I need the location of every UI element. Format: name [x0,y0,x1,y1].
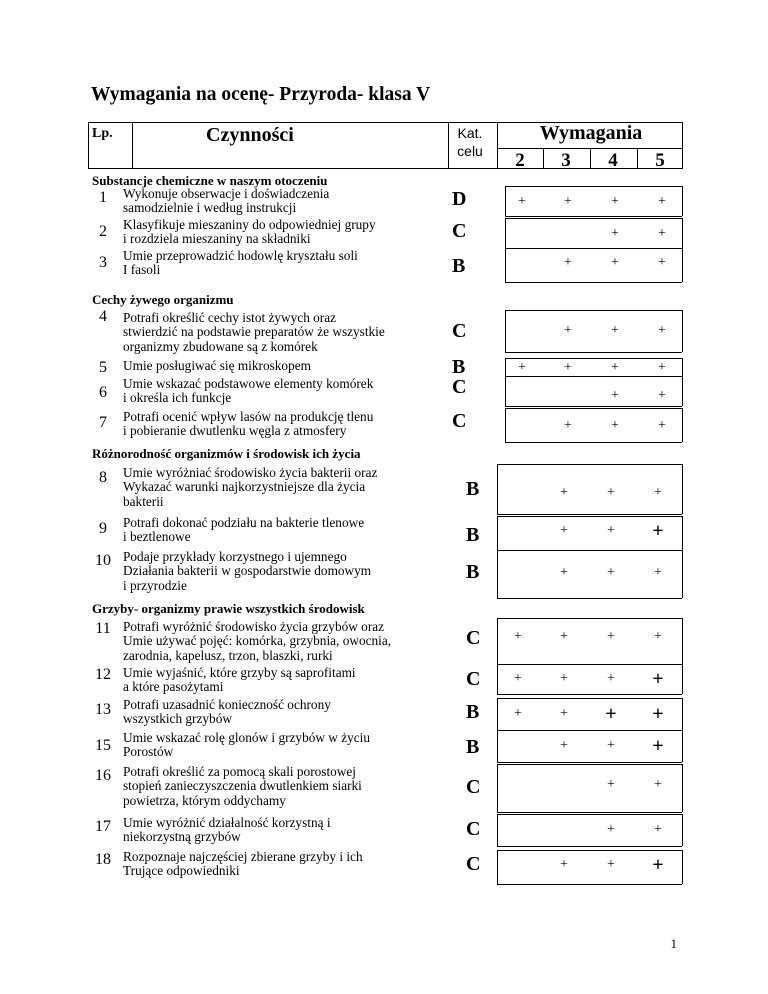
header-grade-divider [590,148,591,168]
grade-4-mark: + [607,857,615,872]
grade-4-mark: + [611,323,619,338]
row-number-5: 5 [99,359,107,376]
marks-cell-left [497,850,498,884]
row-description-line: organizmy zbudowane są z komórek [123,338,318,354]
marks-cell-right [682,376,683,406]
row-description-line: Umie używać pojęć: komórka, grzybnia, owocnia, [123,633,392,649]
marks-cell-right [682,310,683,352]
grade-5-mark: + [658,388,666,403]
grade-4-mark: + [607,565,615,580]
row-number-9: 9 [99,520,107,537]
grade-3-mark: + [560,857,568,872]
row-number-7: 7 [99,414,107,431]
grade-5-mark: + [658,255,666,270]
grade-3-mark: + [560,523,568,538]
row-number-3: 3 [99,254,107,271]
marks-cell-bottom [505,406,682,407]
header-grade-divider [543,148,544,168]
row-description-line: i rozdziela mieszaniny na składniki [123,231,311,247]
page-number: 1 [670,936,677,951]
grade-2-mark: + [514,671,522,686]
row-number-2: 2 [99,223,107,240]
row-description-line: Umie wyróżnić działalność korzystną i [123,815,331,830]
marks-cell-right [682,516,683,550]
row-description-line: Podaje przykłady korzystnego i ujemnego [123,549,347,564]
marks-cell-top [505,408,682,409]
grade-header-4: 4 [608,150,618,171]
header-grade-divider [637,148,638,168]
marks-cell-top [497,814,682,815]
marks-cell-bottom [497,694,682,695]
row-number-18: 18 [95,851,111,868]
marks-cell-top [505,310,682,311]
row-category-C: C [466,668,481,690]
row-description-line: Wykonuje obserwacje i doświadczenia [123,186,330,201]
marks-cell-top [505,376,682,377]
row-category-C: C [466,818,481,840]
column-lp-header: Lp. [92,126,113,141]
header-right-rule [682,122,683,168]
grade-4-mark: + [611,226,619,241]
row-description-line: Potrafi dokonać podziału na bakterie tlenowe [123,515,365,530]
column-czynnosci-header: Czynności [206,124,294,146]
grade-4-mark: + [605,703,617,725]
grade-5-mark: + [658,360,666,375]
grade-5-mark: + [654,485,662,500]
row-category-B: B [452,255,466,277]
row-description-line: Działania bakterii w gospodarstwie domowym [123,563,372,579]
grade-3-mark: + [560,629,568,644]
row-number-11: 11 [95,620,111,637]
row-description-line: Potrafi określić za pomocą skali porostowej [123,764,357,779]
row-number-13: 13 [95,701,111,718]
grade-header-2: 2 [515,150,525,171]
marks-cell-bottom [505,352,682,353]
grade-4-mark: + [607,822,615,837]
grade-3-mark: + [560,738,568,753]
marks-cell-bottom [505,442,682,443]
row-number-8: 8 [99,469,107,486]
marks-cell-right [682,698,683,730]
marks-cell-right [682,730,683,762]
row-category-C: C [466,853,481,875]
row-number-17: 17 [95,818,111,835]
grade-5-mark: + [652,854,664,876]
row-description-line: i beztlenowe [123,529,191,545]
row-description-line: Trujące odpowiedniki [123,863,240,879]
row-category-B: B [452,356,466,378]
row-description-line: samodzielnie i według instrukcji [123,200,297,216]
marks-cell-left [497,464,498,514]
grade-5-mark: + [652,668,664,690]
marks-cell-left [497,698,498,730]
row-description-line: i określa ich funkcje [123,390,232,406]
marks-cell-top [497,618,682,619]
row-description-line: bakterii [123,493,164,509]
marks-cell-left [497,516,498,550]
row-description-line: Potrafi ocenić wpływ lasów na produkcję tlenu [123,409,374,424]
grade-4-mark: + [607,485,615,500]
row-category-C: C [466,776,481,798]
row-category-B: B [466,561,480,583]
grade-2-mark: + [514,706,522,721]
section-heading: Cechy żywego organizmu [92,292,234,307]
row-description-line: i przyrodzie [123,577,187,593]
row-number-15: 15 [95,737,111,754]
marks-cell-right [682,814,683,846]
row-number-10: 10 [95,552,111,569]
marks-cell-left [505,408,506,442]
grade-5-mark: + [658,226,666,241]
header-kat-right-rule [497,122,498,168]
grade-4-mark: + [607,777,615,792]
marks-cell-bottom [497,812,682,813]
row-description-line: Klasyfikuje mieszaniny do odpowiedniej grupy [123,217,376,232]
marks-cell-left [497,814,498,846]
grade-5-mark: + [652,520,664,542]
marks-cell-top [497,550,682,551]
marks-cell-top [497,764,682,765]
header-lp-rule [132,122,133,168]
row-number-6: 6 [99,384,107,401]
marks-cell-top [505,218,682,219]
grade-3-mark: + [560,671,568,686]
grade-5-mark: + [654,822,662,837]
marks-cell-right [682,764,683,812]
row-category-C: C [452,410,467,432]
marks-cell-bottom [497,762,682,763]
marks-cell-top [505,186,682,187]
grade-5-mark: + [658,194,666,209]
marks-cell-right [682,248,683,282]
row-description-line: a które pasożytami [123,679,224,695]
grade-5-mark: + [658,323,666,338]
row-description-line: niekorzystną grzybów [123,829,241,845]
marks-cell-right [682,186,683,216]
header-kat-left-rule [448,122,449,168]
marks-cell-top [497,850,682,851]
marks-cell-right [682,218,683,248]
row-description-line: stwierdzić na podstawie preparatów że wszystkie [123,324,385,340]
row-number-1: 1 [99,189,107,206]
row-description-line: wszystkich grzybów [123,711,232,727]
grade-3-mark: + [564,418,572,433]
row-number-4: 4 [99,308,107,325]
marks-cell-bottom [497,884,682,885]
column-kat-header: Kat. celu [457,125,483,159]
row-category-C: C [466,627,481,649]
marks-cell-right [682,664,683,694]
grade-4-mark: + [611,194,619,209]
marks-cell-bottom [497,514,682,515]
row-category-B: B [466,736,480,758]
grade-3-mark: + [564,360,572,375]
marks-cell-left [497,730,498,762]
marks-cell-left [505,218,506,248]
row-description-line: i pobieranie dwutlenku węgla z atmosfery [123,423,347,439]
row-description-line: stopień zanieczyszczenia dwutlenkiem siarki [123,778,362,794]
row-description-line: powietrza, którym oddychamy [123,792,286,808]
grade-5-mark: + [652,735,664,757]
marks-cell-top [505,358,682,359]
row-description-line: I fasoli [123,262,161,278]
marks-cell-top [497,516,682,517]
row-description-line: Potrafi wyróżnić środowisko życia grzybów oraz [123,619,385,634]
row-category-C: C [452,376,467,398]
row-description-line: Umie posługiwać się mikroskopem [123,358,311,373]
grade-4-mark: + [607,738,615,753]
grade-header-5: 5 [655,150,665,171]
marks-cell-left [505,376,506,406]
marks-cell-right [682,550,683,598]
grade-5-mark: + [658,418,666,433]
marks-cell-left [497,618,498,664]
marks-cell-bottom [505,216,682,217]
marks-cell-left [505,358,506,376]
grade-4-mark: + [611,388,619,403]
marks-cell-left [505,186,506,216]
marks-cell-right [682,408,683,442]
row-description-line: Potrafi uzasadnić konieczność ochrony [123,697,331,712]
grade-3-mark: + [564,255,572,270]
section-heading: Substancje chemiczne w naszym otoczeniu [92,173,328,188]
page-title: Wymagania na ocenę- Przyroda- klasa V [91,84,431,105]
grade-4-mark: + [611,255,619,270]
section-heading: Różnorodność organizmów i środowisk ich życia [92,446,361,461]
marks-cell-right [682,464,683,514]
marks-cell-top [497,464,682,465]
grade-3-mark: + [560,706,568,721]
row-category-B: B [466,524,480,546]
grade-4-mark: + [611,360,619,375]
row-description-line: zarodnia, kapelusz, trzon, blaszki, rurki [123,647,333,663]
grade-4-mark: + [611,418,619,433]
marks-cell-bottom [497,846,682,847]
marks-cell-top [505,248,682,249]
marks-cell-left [505,310,506,352]
grade-3-mark: + [564,323,572,338]
row-description-line: Umie przeprowadzić hodowlę kryształu soli [123,248,358,263]
marks-cell-left [497,764,498,812]
marks-cell-bottom [505,282,682,283]
marks-cell-right [682,850,683,884]
row-number-16: 16 [95,767,111,784]
row-description-line: Wykazać warunki najkorzystniejsze dla życia [123,479,366,495]
row-category-B: B [466,478,480,500]
marks-cell-right [682,618,683,664]
row-description-line: Potrafi określić cechy istot żywych oraz [123,310,337,325]
grade-header-3: 3 [561,150,571,171]
grade-4-mark: + [607,523,615,538]
row-description-line: Rozpoznaje najczęściej zbierane grzyby i ich [123,849,363,864]
marks-cell-top [497,730,682,731]
marks-cell-right [682,358,683,376]
row-category-C: C [452,320,467,342]
grade-2-mark: + [514,629,522,644]
grade-4-mark: + [607,671,615,686]
row-description-line: Porostów [123,744,174,760]
grade-3-mark: + [564,194,572,209]
grade-5-mark: + [654,629,662,644]
marks-cell-bottom [497,598,682,599]
marks-cell-left [497,550,498,598]
grade-5-mark: + [652,703,664,725]
row-description-line: Umie wskazać rolę glonów i grzybów w życiu [123,730,371,745]
row-category-C: C [452,220,467,242]
grade-3-mark: + [560,565,568,580]
grade-5-mark: + [654,565,662,580]
grade-2-mark: + [518,360,526,375]
marks-cell-left [497,664,498,694]
column-wymagania-header: Wymagania [539,122,643,144]
row-category-D: D [452,188,467,210]
section-heading: Grzyby- organizmy prawie wszystkich środowisk [92,601,365,616]
row-description-line: Umie wyjaśnić, które grzyby są saprofitami [123,665,356,680]
marks-cell-top [497,664,682,665]
row-description-line: Umie wyróżniać środowisko życia bakterii oraz [123,465,378,480]
header-left-rule [88,122,89,168]
marks-cell-left [505,248,506,282]
marks-cell-top [497,698,682,699]
grade-5-mark: + [654,777,662,792]
row-category-B: B [466,701,480,723]
grade-3-mark: + [560,485,568,500]
grade-4-mark: + [607,629,615,644]
grade-2-mark: + [518,194,526,209]
row-description-line: Umie wskazać podstawowe elementy komórek [123,376,374,391]
row-number-12: 12 [95,666,111,683]
